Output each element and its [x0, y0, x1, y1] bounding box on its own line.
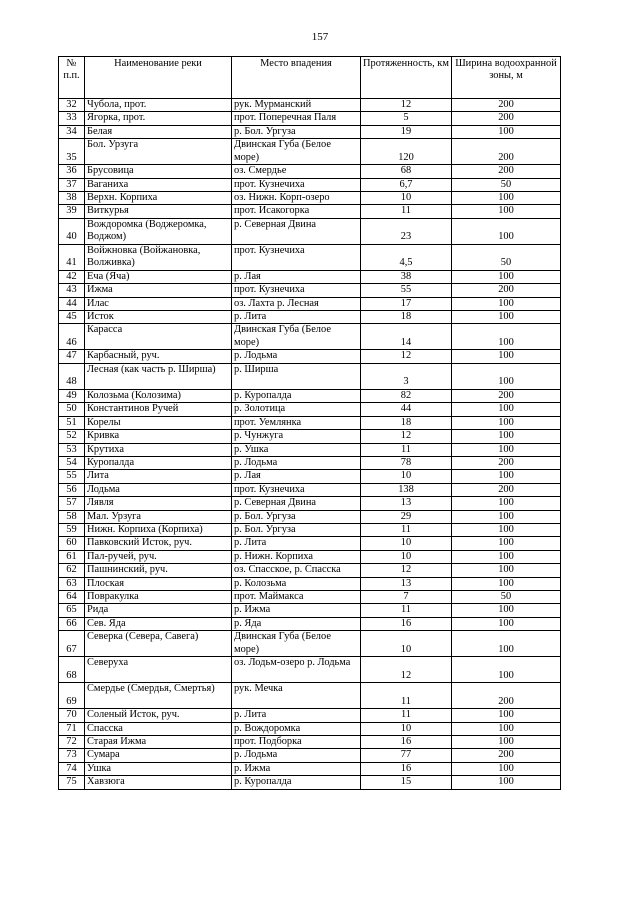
river-name-cell: Лесная (как часть р. Ширша) — [85, 363, 232, 389]
mouth-location-cell: рук. Мечка — [232, 683, 361, 709]
river-name-cell: Северка (Севера, Савега) — [85, 631, 232, 657]
row-number-cell: 49 — [59, 389, 85, 402]
table-row — [59, 403, 561, 416]
river-name-cell: Бол. Урзуга — [85, 139, 232, 165]
length-cell: 10 — [361, 722, 452, 735]
mouth-location-cell: прот. Кузнечиха — [232, 244, 361, 270]
mouth-location-cell: р. Лита — [232, 311, 361, 324]
table-row — [59, 604, 561, 617]
mouth-location-cell: прот. Кузнечиха — [232, 483, 361, 496]
row-number-cell: 44 — [59, 297, 85, 310]
length-cell: 11 — [361, 205, 452, 218]
length-cell: 16 — [361, 617, 452, 630]
mouth-location-cell: прот. Поперечная Паля — [232, 112, 361, 125]
mouth-location-cell: Двинская Губа (Белое море) — [232, 139, 361, 165]
length-cell: 10 — [361, 550, 452, 563]
river-name-cell: Плоская — [85, 577, 232, 590]
zone-width-cell: 100 — [452, 776, 561, 789]
zone-width-cell: 100 — [452, 125, 561, 138]
table-row — [59, 139, 561, 165]
row-number-cell: 74 — [59, 762, 85, 775]
table-row — [59, 112, 561, 125]
header-number: № п.п. — [59, 57, 85, 99]
row-number-cell: 54 — [59, 456, 85, 469]
zone-width-cell: 100 — [452, 604, 561, 617]
mouth-location-cell: р. Ижма — [232, 762, 361, 775]
zone-width-cell: 100 — [452, 722, 561, 735]
river-name-cell: Рида — [85, 604, 232, 617]
zone-width-cell: 100 — [452, 205, 561, 218]
zone-width-cell: 100 — [452, 311, 561, 324]
row-number-cell: 67 — [59, 631, 85, 657]
row-number-cell: 52 — [59, 430, 85, 443]
table-row — [59, 192, 561, 205]
mouth-location-cell: р. Северная Двина — [232, 218, 361, 244]
row-number-cell: 75 — [59, 776, 85, 789]
river-name-cell: Повракулка — [85, 590, 232, 603]
mouth-location-cell: р. Ушка — [232, 443, 361, 456]
zone-width-cell: 100 — [452, 363, 561, 389]
row-number-cell: 70 — [59, 709, 85, 722]
zone-width-cell: 200 — [452, 99, 561, 112]
length-cell: 13 — [361, 497, 452, 510]
length-cell: 138 — [361, 483, 452, 496]
length-cell: 82 — [361, 389, 452, 402]
river-name-cell: Еча (Яча) — [85, 270, 232, 283]
river-name-cell: Константинов Ручей — [85, 403, 232, 416]
table-row — [59, 617, 561, 630]
table-row — [59, 165, 561, 178]
mouth-location-cell: Двинская Губа (Белое море) — [232, 324, 361, 350]
river-name-cell: Лита — [85, 470, 232, 483]
table-row — [59, 497, 561, 510]
row-number-cell: 64 — [59, 590, 85, 603]
table-row — [59, 311, 561, 324]
page-number: 157 — [311, 31, 329, 43]
zone-width-cell: 200 — [452, 749, 561, 762]
row-number-cell: 32 — [59, 99, 85, 112]
length-cell: 11 — [361, 443, 452, 456]
mouth-location-cell: р. Лодьма — [232, 749, 361, 762]
zone-width-cell: 200 — [452, 483, 561, 496]
length-cell: 10 — [361, 631, 452, 657]
table-row — [59, 363, 561, 389]
river-name-cell: Вождоромка (Воджеромка, Воджом) — [85, 218, 232, 244]
table-row — [59, 523, 561, 536]
river-name-cell: Лявля — [85, 497, 232, 510]
zone-width-cell: 100 — [452, 497, 561, 510]
length-cell: 14 — [361, 324, 452, 350]
length-cell: 38 — [361, 270, 452, 283]
river-name-cell: Сев. Яда — [85, 617, 232, 630]
zone-width-cell: 100 — [452, 657, 561, 683]
length-cell: 12 — [361, 564, 452, 577]
mouth-location-cell: р. Чунжуга — [232, 430, 361, 443]
mouth-location-cell: оз. Лодьм-озеро р. Лодьма — [232, 657, 361, 683]
length-cell: 12 — [361, 350, 452, 363]
table-row — [59, 416, 561, 429]
row-number-cell: 57 — [59, 497, 85, 510]
table-row — [59, 297, 561, 310]
row-number-cell: 59 — [59, 523, 85, 536]
river-name-cell: Ушка — [85, 762, 232, 775]
table-row — [59, 456, 561, 469]
river-name-cell: Чубола, прот. — [85, 99, 232, 112]
zone-width-cell: 100 — [452, 550, 561, 563]
river-name-cell: Колозьма (Колозима) — [85, 389, 232, 402]
zone-width-cell: 100 — [452, 443, 561, 456]
mouth-location-cell: прот. Уемлянка — [232, 416, 361, 429]
mouth-location-cell: р. Золотица — [232, 403, 361, 416]
zone-width-cell: 100 — [452, 510, 561, 523]
row-number-cell: 42 — [59, 270, 85, 283]
zone-width-cell: 100 — [452, 416, 561, 429]
table-row — [59, 483, 561, 496]
mouth-location-cell: р. Куропалда — [232, 776, 361, 789]
row-number-cell: 34 — [59, 125, 85, 138]
length-cell: 11 — [361, 683, 452, 709]
river-name-cell: Старая Ижма — [85, 736, 232, 749]
row-number-cell: 45 — [59, 311, 85, 324]
mouth-location-cell: прот. Подборка — [232, 736, 361, 749]
length-cell: 16 — [361, 762, 452, 775]
row-number-cell: 71 — [59, 722, 85, 735]
river-name-cell: Спасска — [85, 722, 232, 735]
river-name-cell: Хавзюга — [85, 776, 232, 789]
table-row — [59, 470, 561, 483]
zone-width-cell: 100 — [452, 270, 561, 283]
table-row — [59, 324, 561, 350]
table-row — [59, 125, 561, 138]
length-cell: 10 — [361, 537, 452, 550]
river-name-cell: Мал. Урзуга — [85, 510, 232, 523]
row-number-cell: 60 — [59, 537, 85, 550]
river-name-cell: Ваганиха — [85, 178, 232, 191]
length-cell: 17 — [361, 297, 452, 310]
table-row — [59, 776, 561, 789]
row-number-cell: 72 — [59, 736, 85, 749]
table-row — [59, 722, 561, 735]
length-cell: 68 — [361, 165, 452, 178]
zone-width-cell: 100 — [452, 709, 561, 722]
table-row — [59, 510, 561, 523]
zone-width-cell: 100 — [452, 403, 561, 416]
zone-width-cell: 200 — [452, 389, 561, 402]
row-number-cell: 58 — [59, 510, 85, 523]
row-number-cell: 62 — [59, 564, 85, 577]
row-number-cell: 66 — [59, 617, 85, 630]
table-row — [59, 564, 561, 577]
row-number-cell: 50 — [59, 403, 85, 416]
mouth-location-cell: прот. Исакогорка — [232, 205, 361, 218]
header-mouth-location: Место впадения — [232, 57, 361, 99]
river-name-cell: Корелы — [85, 416, 232, 429]
table-body — [59, 99, 561, 790]
row-number-cell: 51 — [59, 416, 85, 429]
river-name-cell: Соленый Исток, руч. — [85, 709, 232, 722]
row-number-cell: 55 — [59, 470, 85, 483]
river-name-cell: Крутиха — [85, 443, 232, 456]
zone-width-cell: 200 — [452, 139, 561, 165]
mouth-location-cell: р. Бол. Ургуза — [232, 125, 361, 138]
header-length: Протяженность, км — [361, 57, 452, 99]
zone-width-cell: 50 — [452, 244, 561, 270]
table-row — [59, 550, 561, 563]
table-row — [59, 683, 561, 709]
mouth-location-cell: р. Лая — [232, 270, 361, 283]
length-cell: 16 — [361, 736, 452, 749]
length-cell: 55 — [361, 284, 452, 297]
table-header-row — [59, 57, 561, 99]
river-name-cell: Павковский Исток, руч. — [85, 537, 232, 550]
row-number-cell: 68 — [59, 657, 85, 683]
mouth-location-cell: р. Ижма — [232, 604, 361, 617]
length-cell: 11 — [361, 523, 452, 536]
river-name-cell: Пал-ручей, руч. — [85, 550, 232, 563]
mouth-location-cell: р. Лодьма — [232, 350, 361, 363]
zone-width-cell: 50 — [452, 178, 561, 191]
river-name-cell: Северуха — [85, 657, 232, 683]
length-cell: 29 — [361, 510, 452, 523]
zone-width-cell: 100 — [452, 631, 561, 657]
table-row — [59, 270, 561, 283]
table-row — [59, 284, 561, 297]
length-cell: 120 — [361, 139, 452, 165]
mouth-location-cell: р. Лита — [232, 537, 361, 550]
table-row — [59, 350, 561, 363]
table-row — [59, 244, 561, 270]
length-cell: 11 — [361, 604, 452, 617]
mouth-location-cell: Двинская Губа (Белое море) — [232, 631, 361, 657]
zone-width-cell: 100 — [452, 736, 561, 749]
table-row — [59, 389, 561, 402]
rivers-table — [58, 56, 561, 790]
zone-width-cell: 100 — [452, 192, 561, 205]
length-cell: 44 — [361, 403, 452, 416]
zone-width-cell: 200 — [452, 112, 561, 125]
table-row — [59, 762, 561, 775]
mouth-location-cell: оз. Смердье — [232, 165, 361, 178]
row-number-cell: 43 — [59, 284, 85, 297]
zone-width-cell: 200 — [452, 284, 561, 297]
row-number-cell: 38 — [59, 192, 85, 205]
row-number-cell: 73 — [59, 749, 85, 762]
table-row — [59, 709, 561, 722]
header-protection-zone-width: Ширина водоохранной зоны, м — [452, 57, 561, 99]
mouth-location-cell: р. Лодьма — [232, 456, 361, 469]
length-cell: 78 — [361, 456, 452, 469]
mouth-location-cell: оз. Лахта р. Лесная — [232, 297, 361, 310]
river-name-cell: Карбасный, руч. — [85, 350, 232, 363]
mouth-location-cell: р. Куропалда — [232, 389, 361, 402]
zone-width-cell: 200 — [452, 165, 561, 178]
mouth-location-cell: прот. Кузнечиха — [232, 284, 361, 297]
table-row — [59, 590, 561, 603]
table-row — [59, 749, 561, 762]
length-cell: 15 — [361, 776, 452, 789]
length-cell: 5 — [361, 112, 452, 125]
mouth-location-cell: прот. Маймакса — [232, 590, 361, 603]
zone-width-cell: 100 — [452, 617, 561, 630]
mouth-location-cell: р. Бол. Ургуза — [232, 523, 361, 536]
river-name-cell: Брусовица — [85, 165, 232, 178]
mouth-location-cell: р. Вождоромка — [232, 722, 361, 735]
row-number-cell: 56 — [59, 483, 85, 496]
mouth-location-cell: р. Колозьма — [232, 577, 361, 590]
river-name-cell: Карасса — [85, 324, 232, 350]
zone-width-cell: 100 — [452, 350, 561, 363]
mouth-location-cell: р. Нижн. Корпиха — [232, 550, 361, 563]
table-row — [59, 736, 561, 749]
length-cell: 12 — [361, 99, 452, 112]
length-cell: 3 — [361, 363, 452, 389]
river-name-cell: Сумара — [85, 749, 232, 762]
length-cell: 23 — [361, 218, 452, 244]
zone-width-cell: 100 — [452, 577, 561, 590]
table-row — [59, 178, 561, 191]
row-number-cell: 53 — [59, 443, 85, 456]
zone-width-cell: 100 — [452, 762, 561, 775]
zone-width-cell: 100 — [452, 537, 561, 550]
length-cell: 13 — [361, 577, 452, 590]
mouth-location-cell: р. Северная Двина — [232, 497, 361, 510]
row-number-cell: 65 — [59, 604, 85, 617]
length-cell: 6,7 — [361, 178, 452, 191]
table-row — [59, 205, 561, 218]
zone-width-cell: 100 — [452, 523, 561, 536]
river-name-cell: Кривка — [85, 430, 232, 443]
river-name-cell: Исток — [85, 311, 232, 324]
header-river-name: Наименование реки — [85, 57, 232, 99]
table-row — [59, 537, 561, 550]
mouth-location-cell: р. Яда — [232, 617, 361, 630]
table-row — [59, 99, 561, 112]
length-cell: 10 — [361, 470, 452, 483]
mouth-location-cell: р. Лита — [232, 709, 361, 722]
zone-width-cell: 100 — [452, 564, 561, 577]
river-name-cell: Войжновка (Войжановка, Волживка) — [85, 244, 232, 270]
river-name-cell: Виткурья — [85, 205, 232, 218]
row-number-cell: 46 — [59, 324, 85, 350]
mouth-location-cell: рук. Мурманский — [232, 99, 361, 112]
river-name-cell: Верхн. Корпиха — [85, 192, 232, 205]
river-name-cell: Ягорка, прот. — [85, 112, 232, 125]
length-cell: 10 — [361, 192, 452, 205]
row-number-cell: 37 — [59, 178, 85, 191]
table-row — [59, 443, 561, 456]
mouth-location-cell: р. Бол. Ургуза — [232, 510, 361, 523]
length-cell: 7 — [361, 590, 452, 603]
row-number-cell: 40 — [59, 218, 85, 244]
row-number-cell: 61 — [59, 550, 85, 563]
mouth-location-cell: оз. Спасское, р. Спасска — [232, 564, 361, 577]
length-cell: 19 — [361, 125, 452, 138]
mouth-location-cell: р. Лая — [232, 470, 361, 483]
zone-width-cell: 100 — [452, 470, 561, 483]
row-number-cell: 35 — [59, 139, 85, 165]
table-row — [59, 430, 561, 443]
zone-width-cell: 100 — [452, 218, 561, 244]
table-row — [59, 657, 561, 683]
row-number-cell: 47 — [59, 350, 85, 363]
row-number-cell: 48 — [59, 363, 85, 389]
mouth-location-cell: оз. Нижн. Корп-озеро — [232, 192, 361, 205]
zone-width-cell: 200 — [452, 456, 561, 469]
row-number-cell: 63 — [59, 577, 85, 590]
mouth-location-cell: прот. Кузнечиха — [232, 178, 361, 191]
row-number-cell: 41 — [59, 244, 85, 270]
zone-width-cell: 100 — [452, 324, 561, 350]
mouth-location-cell: р. Ширша — [232, 363, 361, 389]
length-cell: 12 — [361, 657, 452, 683]
length-cell: 12 — [361, 430, 452, 443]
table-row — [59, 631, 561, 657]
row-number-cell: 39 — [59, 205, 85, 218]
river-name-cell: Белая — [85, 125, 232, 138]
length-cell: 4,5 — [361, 244, 452, 270]
row-number-cell: 36 — [59, 165, 85, 178]
river-name-cell: Нижн. Корпиха (Корпиха) — [85, 523, 232, 536]
zone-width-cell: 100 — [452, 297, 561, 310]
zone-width-cell: 200 — [452, 683, 561, 709]
length-cell: 77 — [361, 749, 452, 762]
row-number-cell: 69 — [59, 683, 85, 709]
table-row — [59, 577, 561, 590]
river-name-cell: Ижма — [85, 284, 232, 297]
river-name-cell: Смердье (Смердья, Смертья) — [85, 683, 232, 709]
row-number-cell: 33 — [59, 112, 85, 125]
river-name-cell: Илас — [85, 297, 232, 310]
table-row — [59, 218, 561, 244]
river-name-cell: Лодьма — [85, 483, 232, 496]
length-cell: 18 — [361, 311, 452, 324]
length-cell: 18 — [361, 416, 452, 429]
zone-width-cell: 50 — [452, 590, 561, 603]
zone-width-cell: 100 — [452, 430, 561, 443]
length-cell: 11 — [361, 709, 452, 722]
river-name-cell: Куропалда — [85, 456, 232, 469]
river-name-cell: Пашнинский, руч. — [85, 564, 232, 577]
